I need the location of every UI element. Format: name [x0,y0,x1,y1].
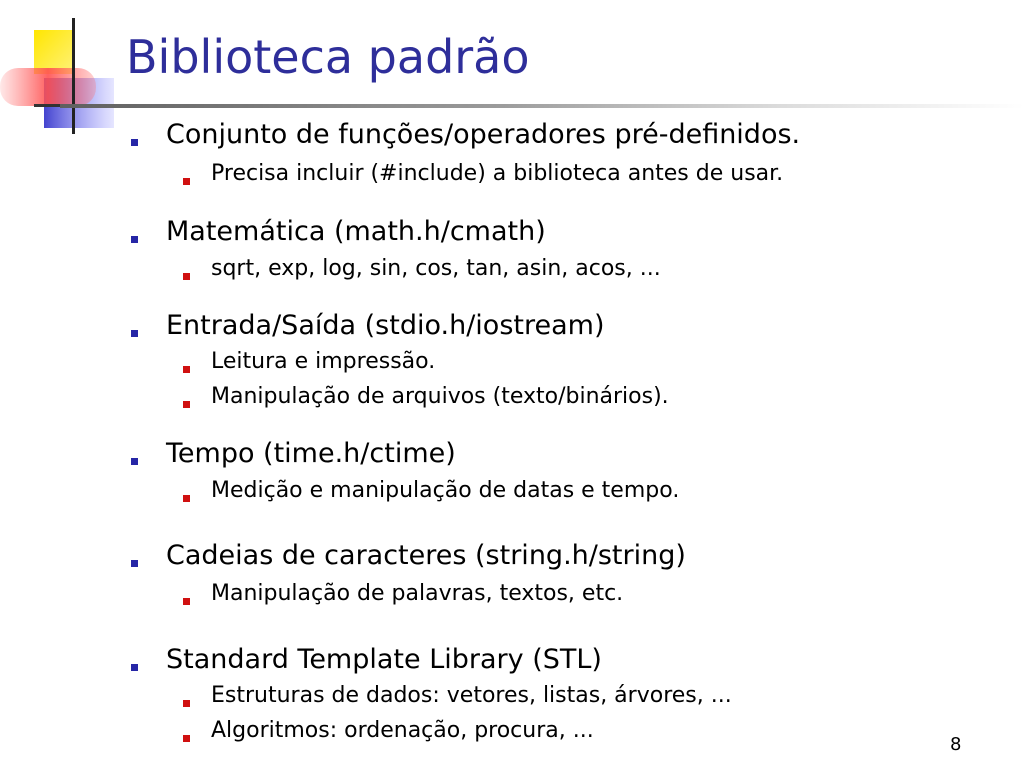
bullet-item: Standard Template Library (STL) [166,644,602,675]
page-number: 8 [950,734,962,755]
slide-title: Biblioteca padrão [126,30,530,84]
level1-bullet-marker [131,664,138,671]
bullet-item: Tempo (time.h/ctime) [166,438,456,469]
level1-bullet-marker [131,236,138,243]
title-divider [60,104,1024,108]
sub-bullet-item: Medição e manipulação de datas e tempo. [211,478,680,503]
level1-bullet-marker [131,139,138,146]
corner-decoration [0,0,140,140]
level1-bullet-marker [131,560,138,567]
level1-bullet-marker [131,330,138,337]
bullet-item: Cadeias de caracteres (string.h/string) [166,540,686,571]
bullet-item: Entrada/Saída (stdio.h/iostream) [166,310,605,341]
level1-bullet-marker [131,458,138,465]
level2-bullet-marker [183,401,190,408]
level2-bullet-marker [183,178,190,185]
sub-bullet-item: Precisa incluir (#include) a biblioteca antes de usar. [211,161,784,186]
bullet-item: Conjunto de funções/operadores pré-definidos. [166,119,801,150]
sub-bullet-item: Algoritmos: ordenação, procura, ... [211,718,594,743]
level2-bullet-marker [183,273,190,280]
level2-bullet-marker [183,598,190,605]
sub-bullet-item: Manipulação de palavras, textos, etc. [211,581,624,606]
level2-bullet-marker [183,735,190,742]
level2-bullet-marker [183,366,190,373]
bullet-item: Matemática (math.h/cmath) [166,216,546,247]
sub-bullet-item: sqrt, exp, log, sin, cos, tan, asin, acos, ... [211,256,661,281]
level2-bullet-marker [183,495,190,502]
sub-bullet-item: Manipulação de arquivos (texto/binários). [211,384,669,409]
level2-bullet-marker [183,700,190,707]
sub-bullet-item: Estruturas de dados: vetores, listas, árvores, ... [211,683,732,708]
sub-bullet-item: Leitura e impressão. [211,349,436,374]
